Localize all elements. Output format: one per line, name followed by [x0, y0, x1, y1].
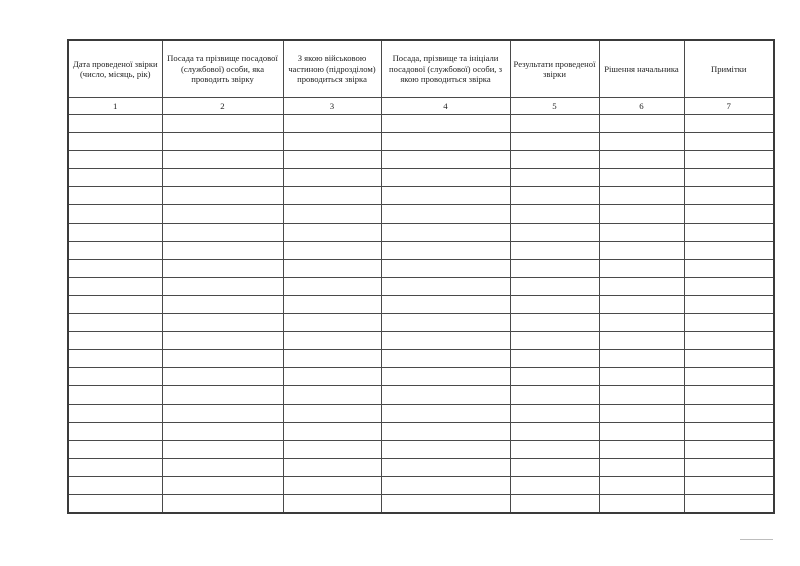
table-cell [510, 223, 599, 241]
table-cell [283, 277, 381, 295]
table-cell [599, 241, 684, 259]
table-cell [283, 386, 381, 404]
column-number: 3 [283, 98, 381, 115]
table-cell [68, 332, 162, 350]
table-row [68, 115, 774, 133]
table-cell [68, 115, 162, 133]
table-cell [684, 494, 774, 513]
table-row [68, 476, 774, 494]
header-official-conducting: Посада та прізвище посадової (службової) особи, яка проводить звірку [162, 40, 283, 98]
table-cell [162, 368, 283, 386]
table-cell [684, 386, 774, 404]
table-cell [381, 494, 510, 513]
table-cell [162, 241, 283, 259]
table-cell [381, 133, 510, 151]
table-cell [510, 133, 599, 151]
table-cell [68, 314, 162, 332]
table-row [68, 458, 774, 476]
table-row [68, 277, 774, 295]
table-cell [381, 223, 510, 241]
header-commander-decision: Рішення начальника [599, 40, 684, 98]
table-cell [599, 259, 684, 277]
table-cell [684, 241, 774, 259]
table-cell [684, 133, 774, 151]
table-cell [510, 458, 599, 476]
table-cell [381, 314, 510, 332]
table-cell [68, 151, 162, 169]
table-cell [381, 422, 510, 440]
table-cell [68, 476, 162, 494]
table-row [68, 332, 774, 350]
column-number: 5 [510, 98, 599, 115]
table-header-row [68, 40, 774, 98]
table-row [68, 422, 774, 440]
table-cell [283, 115, 381, 133]
table-cell [162, 295, 283, 313]
table-cell [599, 350, 684, 368]
table-cell [381, 458, 510, 476]
table-cell [162, 476, 283, 494]
table-cell [68, 277, 162, 295]
table-cell [684, 314, 774, 332]
table-cell [510, 151, 599, 169]
table-cell [68, 259, 162, 277]
table-cell [599, 332, 684, 350]
column-number: 7 [684, 98, 774, 115]
table-cell [599, 205, 684, 223]
table-row [68, 440, 774, 458]
table-cell [599, 440, 684, 458]
header-military-unit: З якою військовою частиною (підрозділом) проводиться звірка [283, 40, 381, 98]
table-cell [684, 205, 774, 223]
table-row [68, 386, 774, 404]
table-cell [684, 404, 774, 422]
table-cell [684, 277, 774, 295]
table-cell [68, 494, 162, 513]
table-cell [510, 205, 599, 223]
table-cell [381, 350, 510, 368]
table-cell [283, 241, 381, 259]
table-cell [599, 494, 684, 513]
table-cell [510, 187, 599, 205]
table-cell [162, 386, 283, 404]
table-cell [381, 169, 510, 187]
table-cell [684, 187, 774, 205]
table-cell [68, 169, 162, 187]
table-cell [283, 187, 381, 205]
table-cell [510, 494, 599, 513]
table-cell [381, 205, 510, 223]
table-cell [283, 295, 381, 313]
table-row [68, 151, 774, 169]
table-cell [381, 295, 510, 313]
table-cell [599, 458, 684, 476]
table-cell [510, 350, 599, 368]
table-cell [599, 404, 684, 422]
table-cell [68, 223, 162, 241]
table-cell [381, 404, 510, 422]
table-cell [684, 115, 774, 133]
table-row [68, 314, 774, 332]
table-cell [510, 476, 599, 494]
table-cell [684, 223, 774, 241]
table-cell [381, 115, 510, 133]
table-row [68, 241, 774, 259]
table-cell [510, 422, 599, 440]
table-cell [381, 368, 510, 386]
table-cell [283, 476, 381, 494]
table-cell [283, 422, 381, 440]
table-cell [68, 187, 162, 205]
table-cell [283, 494, 381, 513]
table-cell [381, 386, 510, 404]
table-row [68, 368, 774, 386]
table-cell [68, 440, 162, 458]
table-cell [510, 368, 599, 386]
table-cell [283, 223, 381, 241]
column-number: 4 [381, 98, 510, 115]
header-date: Дата проведеної звірки (число, місяць, рік) [68, 40, 162, 98]
column-number: 1 [68, 98, 162, 115]
table-cell [283, 440, 381, 458]
table-cell [684, 295, 774, 313]
table-cell [510, 332, 599, 350]
reconciliation-register-table [67, 39, 775, 514]
table-row [68, 404, 774, 422]
table-cell [162, 151, 283, 169]
table-cell [162, 332, 283, 350]
table-cell [283, 404, 381, 422]
table-row [68, 169, 774, 187]
table-cell [599, 476, 684, 494]
table-cell [162, 494, 283, 513]
table-cell [68, 404, 162, 422]
table-cell [510, 241, 599, 259]
table-cell [510, 295, 599, 313]
table-cell [599, 187, 684, 205]
table-cell [599, 115, 684, 133]
table-cell [381, 332, 510, 350]
table-row [68, 259, 774, 277]
table-cell [162, 187, 283, 205]
table-cell [599, 169, 684, 187]
table-cell [381, 476, 510, 494]
table-cell [283, 151, 381, 169]
table-cell [599, 368, 684, 386]
table-cell [381, 241, 510, 259]
table-cell [68, 422, 162, 440]
table-cell [283, 458, 381, 476]
table-cell [68, 350, 162, 368]
table-cell [162, 169, 283, 187]
table-cell [162, 223, 283, 241]
table-cell [162, 458, 283, 476]
table-cell [599, 223, 684, 241]
table-cell [510, 169, 599, 187]
header-results: Результати проведеної звірки [510, 40, 599, 98]
table-cell [684, 169, 774, 187]
table-cell [510, 314, 599, 332]
table-cell [599, 295, 684, 313]
table-row [68, 205, 774, 223]
table-cell [68, 133, 162, 151]
table-row [68, 133, 774, 151]
table-row [68, 295, 774, 313]
table-cell [684, 368, 774, 386]
table-cell [162, 133, 283, 151]
table-cell [162, 314, 283, 332]
table-cell [599, 314, 684, 332]
table-cell [381, 440, 510, 458]
table-cell [599, 386, 684, 404]
table-cell [510, 277, 599, 295]
table-cell [599, 277, 684, 295]
table-cell [162, 422, 283, 440]
column-number-row [68, 98, 774, 115]
table-cell [68, 295, 162, 313]
table-cell [162, 350, 283, 368]
table-cell [162, 404, 283, 422]
table-cell [68, 241, 162, 259]
table-cell [381, 277, 510, 295]
table-cell [68, 386, 162, 404]
table-cell [684, 350, 774, 368]
table-cell [162, 440, 283, 458]
table-cell [684, 440, 774, 458]
table-cell [68, 205, 162, 223]
table-cell [510, 386, 599, 404]
table-row [68, 350, 774, 368]
table-cell [684, 476, 774, 494]
table-cell [283, 205, 381, 223]
table-cell [510, 115, 599, 133]
table-cell [599, 151, 684, 169]
table-cell [684, 332, 774, 350]
table-cell [162, 205, 283, 223]
table-cell [283, 133, 381, 151]
column-number: 2 [162, 98, 283, 115]
table-cell [381, 259, 510, 277]
table-cell [684, 458, 774, 476]
header-official-checked: Посада, прізвище та ініціали посадової (службової) особи, з якою проводиться звірка [381, 40, 510, 98]
table-cell [283, 350, 381, 368]
table-cell [283, 169, 381, 187]
table-row [68, 494, 774, 513]
table-cell [381, 151, 510, 169]
table-cell [510, 404, 599, 422]
table-cell [283, 368, 381, 386]
table-row [68, 187, 774, 205]
table-cell [510, 259, 599, 277]
header-notes: Примітки [684, 40, 774, 98]
table-cell [283, 259, 381, 277]
column-number: 6 [599, 98, 684, 115]
table-cell [599, 422, 684, 440]
table-cell [162, 277, 283, 295]
table-cell [68, 458, 162, 476]
table-cell [684, 259, 774, 277]
table-cell [162, 259, 283, 277]
table-cell [510, 440, 599, 458]
table-row [68, 223, 774, 241]
table-cell [68, 368, 162, 386]
table-cell [684, 151, 774, 169]
table-cell [283, 332, 381, 350]
table-cell [381, 187, 510, 205]
table-cell [599, 133, 684, 151]
footer-rule [740, 539, 773, 540]
table-cell [162, 115, 283, 133]
table-cell [684, 422, 774, 440]
table-cell [283, 314, 381, 332]
